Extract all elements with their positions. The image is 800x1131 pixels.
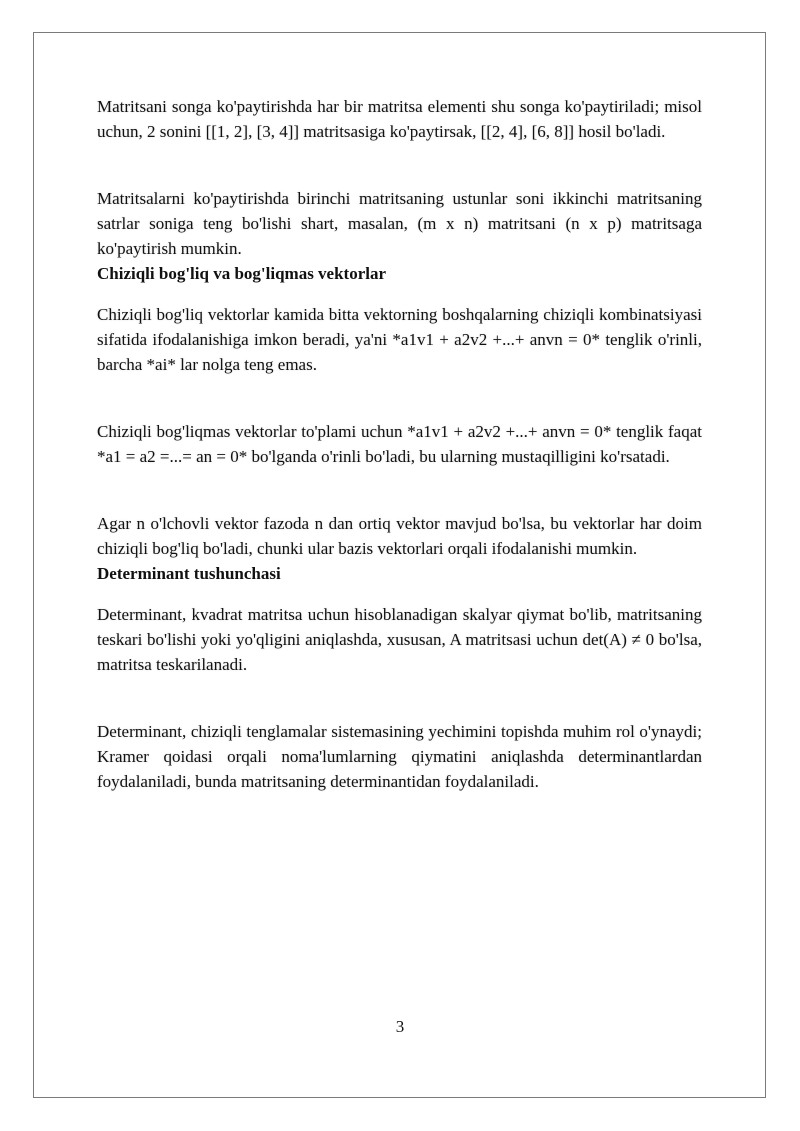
paragraph-dependent-vectors: Chiziqli bog'liq vektorlar kamida bitta vektorning boshqalarning chiziqli kombinatsiyasi sifatida ifodalanishiga imkon beradi, ya'ni *a1v1 + a2v2 +...+ anvn = 0* tenglik o'rinli, barcha *ai* lar nolga teng emas. bbox=[97, 305, 702, 374]
paragraph-independent-vectors: Chiziqli bog'liqmas vektorlar to'plami uchun *a1v1 + a2v2 +...+ anvn = 0* tenglik faqat *a1 = a2 =...= an = 0* bo'lganda o'rinli bo'ladi, bu ularning mustaqilligini ko'rsatadi. bbox=[97, 422, 702, 466]
page-content bbox=[97, 94, 702, 794]
paragraph-vector-space-dimension: Agar n o'lchovli vektor fazoda n dan ortiq vektor mavjud bo'lsa, bu vektorlar har doim chiziqli bog'liq bo'ladi, chunki ular bazis vektorlari orqali ifodalanishi mumkin. bbox=[97, 514, 702, 558]
paragraph-matrix-multiplication: Matritsalarni ko'paytirishda birinchi matritsaning ustunlar soni ikkinchi matritsaning satrlar soniga teng bo'lishi shart, masalan, (m x n) matritsani (n x p) matritsaga ko'paytirish mumkin. bbox=[97, 189, 702, 258]
heading-determinant: Determinant tushunchasi bbox=[97, 564, 281, 583]
page-number: 3 bbox=[395, 1017, 405, 1036]
heading-linear-dependence: Chiziqli bog'liq va bog'liqmas vektorlar bbox=[97, 264, 387, 283]
paragraph-determinant-definition: Determinant, kvadrat matritsa uchun hisoblanadigan skalyar qiymat bo'lib, matritsaning teskari bo'lishi yoki yo'qligini aniqlashda, xususan, A matritsasi uchun det(A) ≠ 0 bo'lsa, matritsa teskarilanadi. bbox=[97, 605, 702, 674]
paragraph-scalar-multiplication: Matritsani songa ko'paytirishda har bir matritsa elementi shu songa ko'paytiriladi; misol uchun, 2 sonini [[1, 2], [3, 4]] matritsasiga ko'paytirsak, [[2, 4], [6, 8]] hosil bo'ladi. bbox=[97, 97, 702, 141]
paragraph-determinant-cramer: Determinant, chiziqli tenglamalar sistemasining yechimini topishda muhim rol o'ynaydi; Kramer qoidasi orqali noma'lumlarning qiymatini aniqlashda determinantlardan foydalaniladi, bunda matritsaning determinantidan foydalaniladi. bbox=[97, 722, 702, 791]
